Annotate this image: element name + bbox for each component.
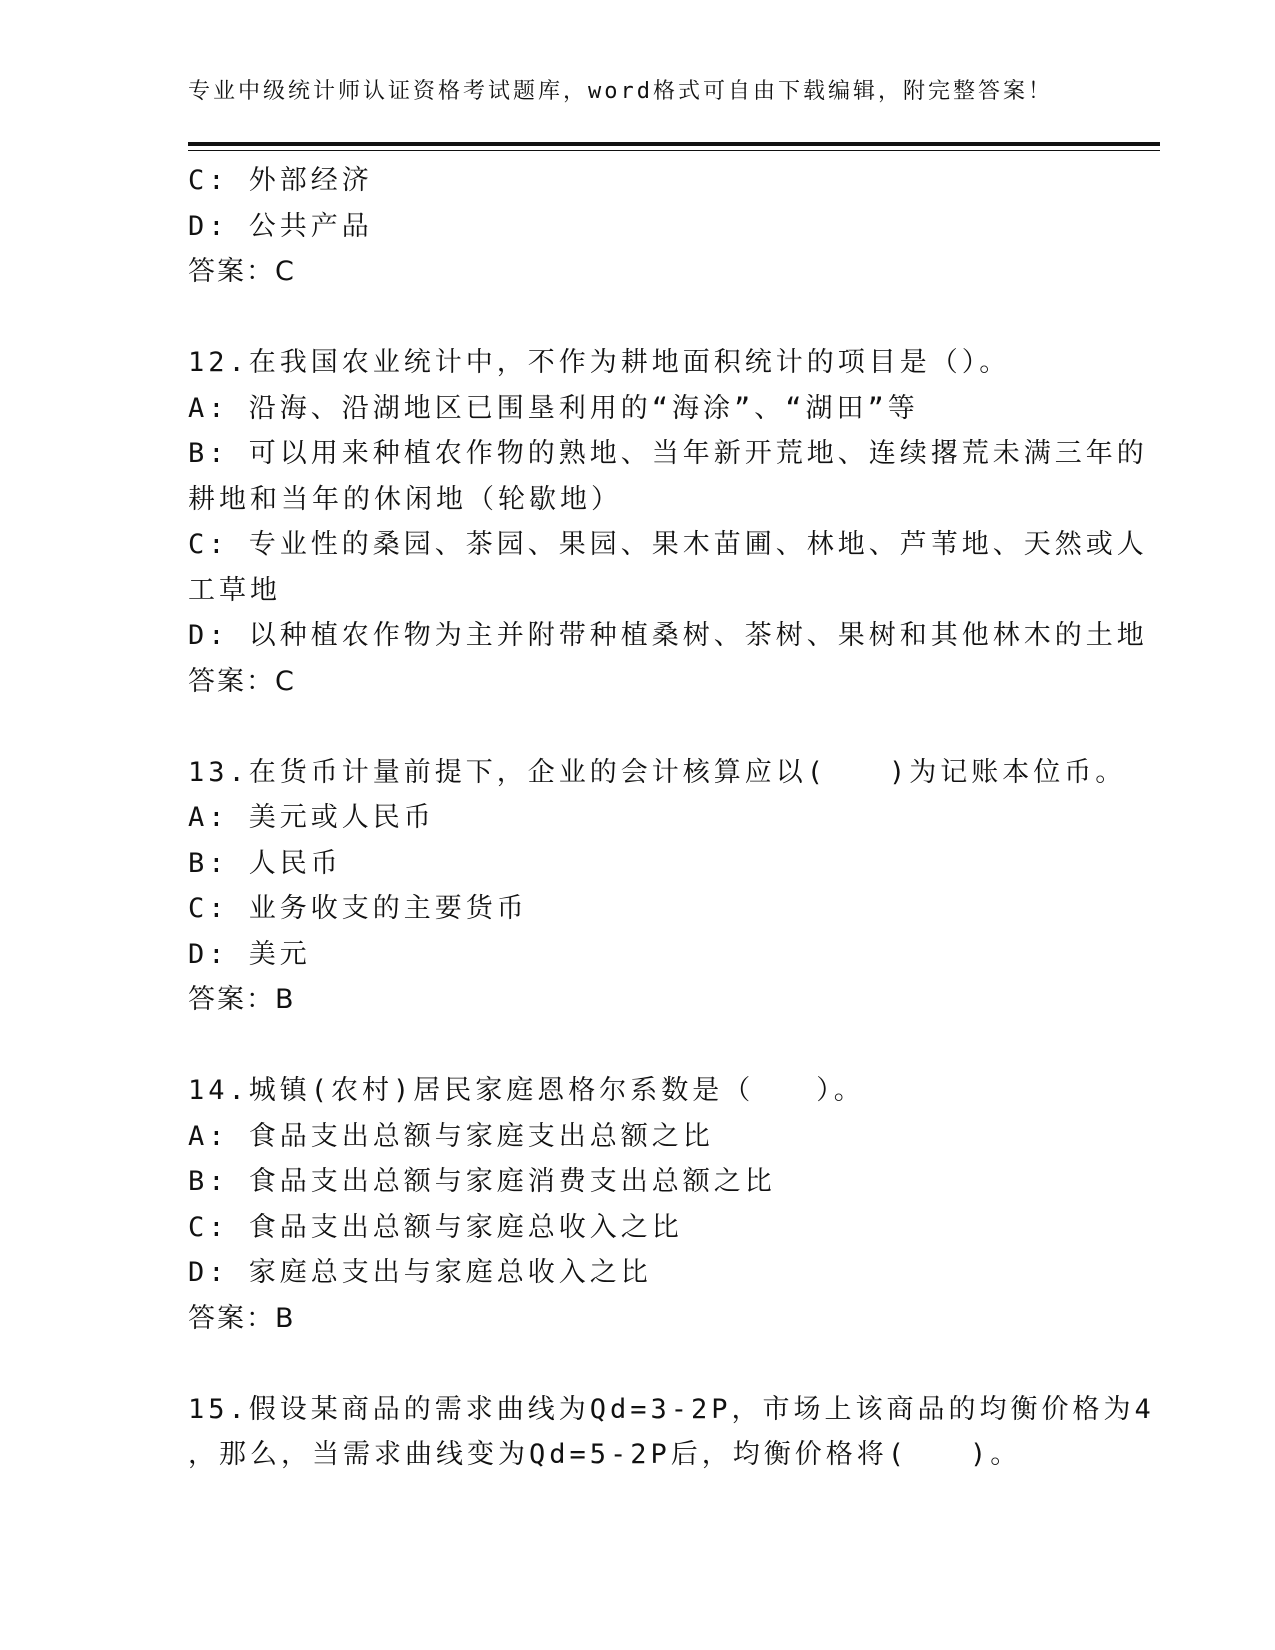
question-content: [188, 158, 1155, 1478]
q13-option-d: D: 美元: [188, 938, 311, 970]
q12-option-d: D: 以种植农作物为主并附带种植桑树、茶树、果树和其他林木的土地: [188, 620, 1148, 651]
q14-option-b: B: 食品支出总额与家庭消费支出总额之比: [188, 1166, 776, 1197]
q14-option-c: C: 食品支出总额与家庭总收入之比: [188, 1211, 683, 1243]
q11-answer: 答案：C: [188, 256, 296, 287]
q14-option-a: A: 食品支出总额与家庭支出总额之比: [188, 1120, 714, 1152]
q15-stem: 15.假设某商品的需求曲线为Qd=3-2P，市场上该商品的均衡价格为4: [188, 1393, 1155, 1425]
q14-answer: 答案：B: [188, 1302, 296, 1334]
q13-answer: 答案：B: [188, 984, 296, 1015]
q11-option-d: D: 公共产品: [188, 210, 373, 242]
q12-answer: 答案：C: [188, 665, 296, 697]
q12-option-b-cont: 耕地和当年的休闲地（轮歇地）: [188, 483, 622, 515]
q12-option-c: C: 专业性的桑园、茶园、果园、果木苗圃、林地、芦苇地、天然或人: [188, 529, 1148, 560]
q12-option-b: B: 可以用来种植农作物的熟地、当年新开荒地、连续撂荒未满三年的: [188, 438, 1148, 469]
header-rule-thick: [188, 142, 1160, 146]
q13-option-c: C: 业务收支的主要货币: [188, 893, 528, 924]
q12-stem: 12.在我国农业统计中，不作为耕地面积统计的项目是（）。: [188, 347, 1011, 378]
q14-stem: 14.城镇(农村)居民家庭恩格尔系数是（ ）。: [188, 1075, 865, 1106]
q14-option-d: D: 家庭总支出与家庭总收入之比: [188, 1257, 652, 1288]
q12-option-a: A: 沿海、沿湖地区已围垦利用的“海涂”、“湖田”等: [188, 392, 919, 424]
header-rule-thin: [188, 150, 1160, 151]
q11-option-c: C: 外部经济: [188, 165, 373, 196]
q13-option-b: B: 人民币: [188, 847, 342, 879]
q12-option-c-cont: 工草地: [188, 574, 281, 606]
q13-option-a: A: 美元或人民币: [188, 802, 435, 833]
q15-stem-cont: ，那么，当需求曲线变为Qd=5-2P后，均衡价格将( )。: [188, 1439, 1022, 1470]
q13-stem: 13.在货币计量前提下，企业的会计核算应以( )为记账本位币。: [188, 756, 1127, 788]
page-header: 专业中级统计师认证资格考试题库，word格式可自由下载编辑，附完整答案！: [188, 79, 1053, 104]
